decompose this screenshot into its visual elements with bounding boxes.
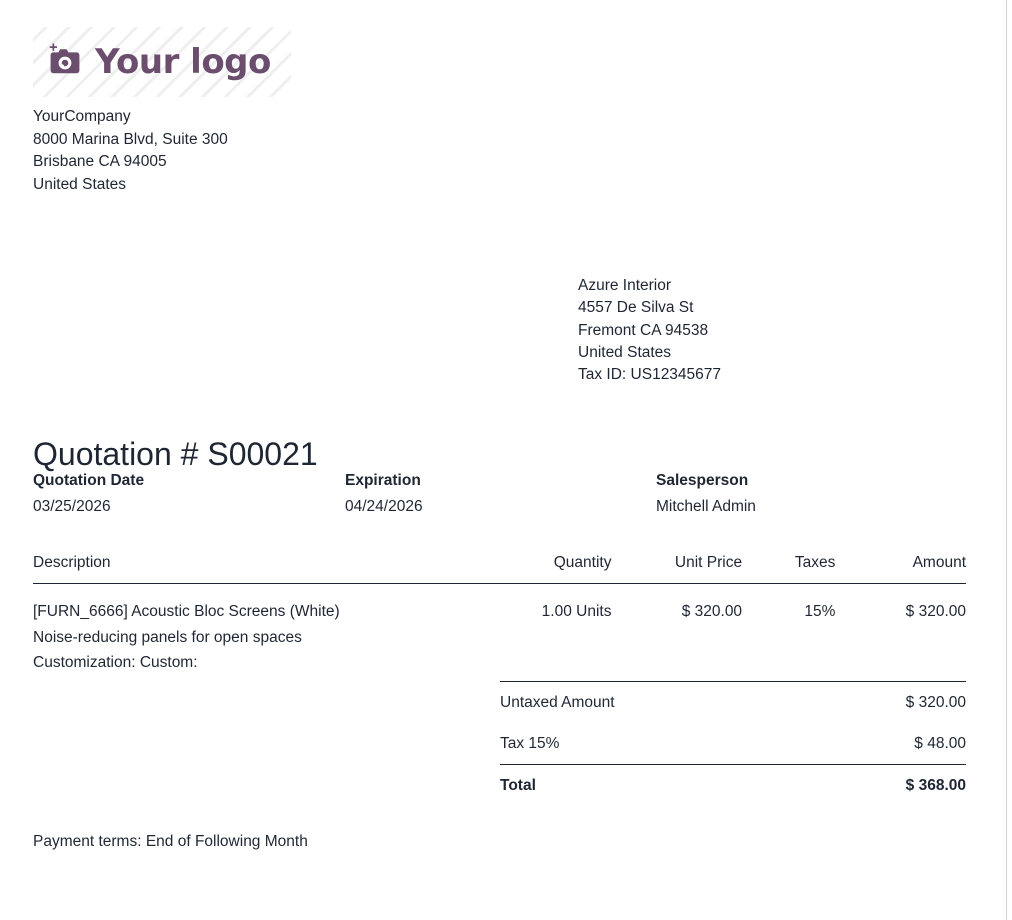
company-address-line: United States [33, 175, 127, 193]
cell-taxes: 15% [804, 603, 836, 620]
totals-row-untaxed [500, 682, 966, 724]
cell-amount: $ 320.00 [905, 603, 966, 620]
company-address-line: Brisbane CA 94005 [33, 153, 167, 171]
column-header-taxes: Taxes [742, 554, 835, 584]
total-label: Total [500, 765, 805, 807]
column-header-description: Description [33, 554, 481, 584]
meta-label: Salesperson [656, 472, 749, 489]
company-logo [33, 27, 291, 97]
meta-label: Quotation Date [33, 472, 145, 489]
meta-label: Expiration [345, 472, 421, 489]
payment-terms-note: Payment terms: End of Following Month [33, 833, 308, 850]
order-lines-table [33, 554, 966, 676]
column-header-unit-price: Unit Price [611, 554, 742, 584]
camera-add-icon [47, 43, 85, 82]
meta-expiration [345, 470, 423, 517]
product-name: [FURN_6666] Acoustic Bloc Screens (White) [33, 603, 340, 620]
total-value: $ 368.00 [805, 765, 966, 807]
product-customization: Customization: Custom: [33, 654, 198, 671]
customer-address-line: 4557 De Silva St [578, 299, 694, 317]
table-header-row [33, 554, 966, 584]
meta-value: 03/25/2026 [33, 498, 111, 515]
column-header-quantity: Quantity [481, 554, 612, 584]
column-header-amount: Amount [835, 554, 966, 584]
company-address-line: 8000 Marina Blvd, Suite 300 [33, 130, 228, 148]
company-address-line: YourCompany [33, 108, 131, 125]
cell-quantity: 1.00 Units [541, 603, 612, 620]
cell-description [33, 584, 481, 676]
cell-unit-price: $ 320.00 [681, 603, 743, 620]
logo-text: Your logo [95, 42, 271, 82]
meta-quotation-date [33, 470, 144, 517]
untaxed-amount-value: $ 320.00 [805, 682, 966, 724]
totals-block [500, 681, 966, 806]
tax-value: $ 48.00 [914, 735, 966, 752]
customer-name: Azure Interior [578, 277, 672, 294]
meta-value: Mitchell Admin [656, 498, 756, 515]
product-description: Noise-reducing panels for open spaces [33, 628, 302, 646]
table-row [33, 584, 966, 676]
totals-row-total [500, 765, 966, 807]
customer-address-line: Fremont CA 94538 [578, 321, 709, 339]
meta-salesperson [656, 470, 756, 517]
tax-label: Tax 15% [500, 735, 560, 752]
customer-address-block [578, 275, 721, 386]
page-title: Quotation # S00021 [33, 436, 318, 473]
logo-inner [33, 43, 271, 82]
meta-value: 04/24/2026 [345, 498, 423, 515]
customer-address-line: United States [578, 343, 672, 361]
untaxed-amount-label: Untaxed Amount [500, 682, 805, 724]
company-address-block [33, 106, 228, 196]
totals-row-tax [500, 723, 966, 765]
customer-tax-id: Tax ID: US12345677 [578, 366, 722, 384]
